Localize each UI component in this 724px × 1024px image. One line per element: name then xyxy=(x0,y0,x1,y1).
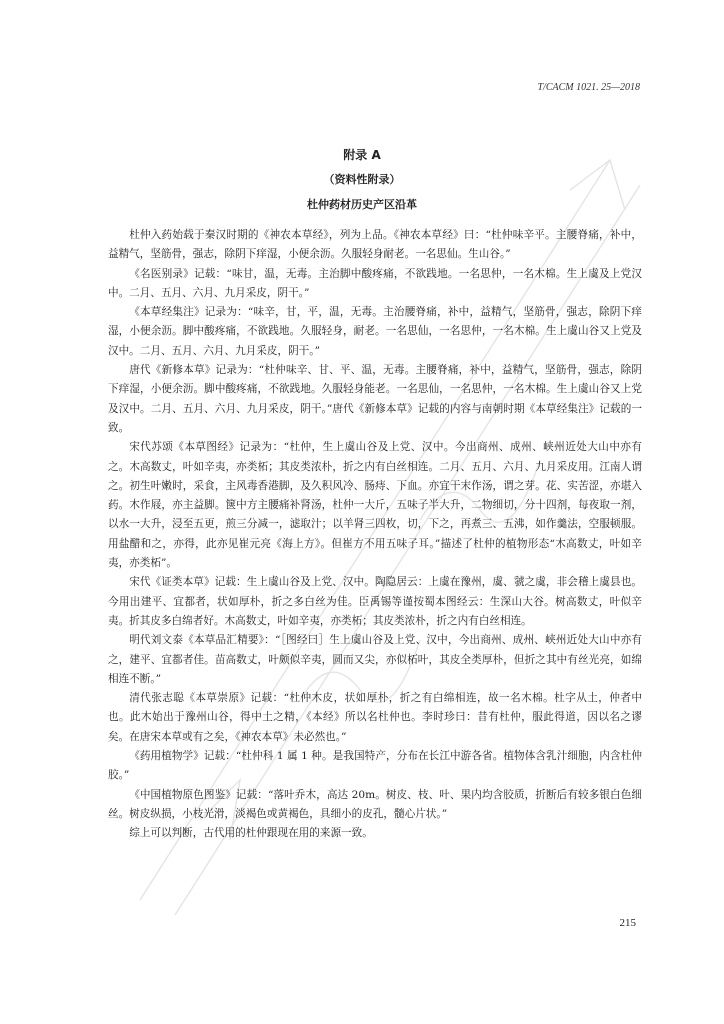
appendix-title: 附录 A xyxy=(343,148,381,162)
appendix-note: （资料性附录） xyxy=(323,173,401,186)
paragraph: 综上可以判断，古代用的杜仲跟现在用的来源一致。 xyxy=(129,827,373,840)
paragraph: 《本草经集注》记录为：“味辛，甘，平，温，无毒。主治腰脊痛，补中，益精气，坚筋骨，强志，除阴下痒湿，小便余沥。脚中酸疼痛，不欲践地。久服轻身，耐老。一名思仙，一名思仲，一名木棉。生上虞山谷又上党及汉中。二月、五月、六月、九月采皮，阴干。” xyxy=(108,306,642,357)
paragraph: 宋代苏颂《本草图经》记录为：“杜仲，生上虞山谷及上党、汉中。今出商州、成州、峡州近处大山中亦有之。木高数丈，叶如辛夷，亦类柘；其皮类浓朴，折之内有白丝相连。二月、五月、六月、九月采皮用。江南人谓之。初生叶嫩时，采食，主风毒香港脚，及久积风冷、肠痔、下血。亦宜干末作汤，谓之芽。花、实苦涩，亦堪入药。木作屐，亦主益脚。箧中方主腰痛补肾汤，杜仲一大斤，五味子半大升，二物细切，分十四剂，每夜取一剂，以水一大升，浸至五更，煎三分减一，滤取汁；以羊肾三四枚，切，下之，再煮三、五沸，如作羹法，空服顿服。用盐醋和之，亦得，此亦见崔元亮《海上方》。但崔方不用五味子耳。”描述了杜仲的植物形态“木高数丈，叶如辛夷，亦类柘”。 xyxy=(108,441,642,570)
paragraph: 杜仲入药始载于秦汉时期的《神农本草经》，列为上品。《神农本草经》曰：“杜仲味辛平。主腰脊痛，补中，益精气，坚筋骨，强志，除阴下痒湿，小便余沥。久服轻身耐老。一名思仙。生山谷。” xyxy=(108,229,642,261)
page-number: 215 xyxy=(619,917,636,929)
paragraph: 明代刘文泰《本草品汇精要》：“［图经曰］生上虞山谷及上党、汉中，今出商州、成州、峡州近处大山中亦有之，建平、宜都者佳。苗高数丈，叶颇似辛夷，圆而又尖，亦似柘叶，其皮全类厚朴，但折之其中有丝光亮，如绵相连不断。” xyxy=(108,634,642,685)
paragraph: 《药用植物学》记载：“杜仲科 1 属 1 种。是我国特产，分布在长江中游各省。植物体含乳汁细胞，内含杜仲胶。” xyxy=(108,750,642,782)
section-heading: 杜仲药材历史产区沿革 xyxy=(307,198,417,211)
standard-code: T/CACM 1021. 25—2018 xyxy=(537,82,640,93)
paragraph: 宋代《证类本草》记载：生上虞山谷及上党、汉中。陶隐居云：上虞在豫州，虞、虢之虞，非会稽上虞县也。今用出建平、宜都者，状如厚朴，折之多白丝为佳。臣禹锡等谨按蜀本图经云：生深山大谷。树高数丈，叶似辛夷。折其皮多白绵者好。木高数丈，叶如辛夷，亦类柘；其皮类浓朴，折之内有白丝相连。 xyxy=(108,576,642,627)
paragraph: 唐代《新修本草》记录为：“杜仲味辛、甘、平、温，无毒。主腰脊痛，补中，益精气，坚筋骨，强志，除阴下痒湿，小便余沥。脚中酸疼痛，不欲践地。久服轻身能老。一名思仙，一名思仲，一名木棉。生上虞山谷又上党及汉中。二月、五月、六月、九月采皮，阴干。”唐代《新修本草》记载的内容与南朝时期《本草经集注》记载的一致。 xyxy=(108,364,642,434)
body-text xyxy=(108,226,642,844)
paragraph: 《名医别录》记载：“味甘，温，无毒。主治脚中酸疼痛，不欲践地。一名思仲，一名木棉。生上虞及上党汉中。二月、五月、六月、九月采皮，阴干。” xyxy=(108,267,642,299)
paragraph: 《中国植物原色图鉴》记载：“落叶乔木，高达 20m。树皮、枝、叶、果内均含胶质，折断后有较多银白色细丝。树皮纵损，小枝光滑，淡褐色或黄褐色，具细小的皮孔，髓心片状。” xyxy=(108,788,642,820)
paragraph: 清代张志聪《本草崇原》记载：“杜仲木皮，状如厚朴，折之有白绵相连，故一名木棉。杜字从土，仲者中也。此木始出于豫州山谷，得中土之精，《本经》所以名杜仲也。李时珍曰：昔有杜仲，服此得道，因以名之谬矣。在唐宋本草或有之矣，《神农本草》未必然也。” xyxy=(108,692,642,743)
